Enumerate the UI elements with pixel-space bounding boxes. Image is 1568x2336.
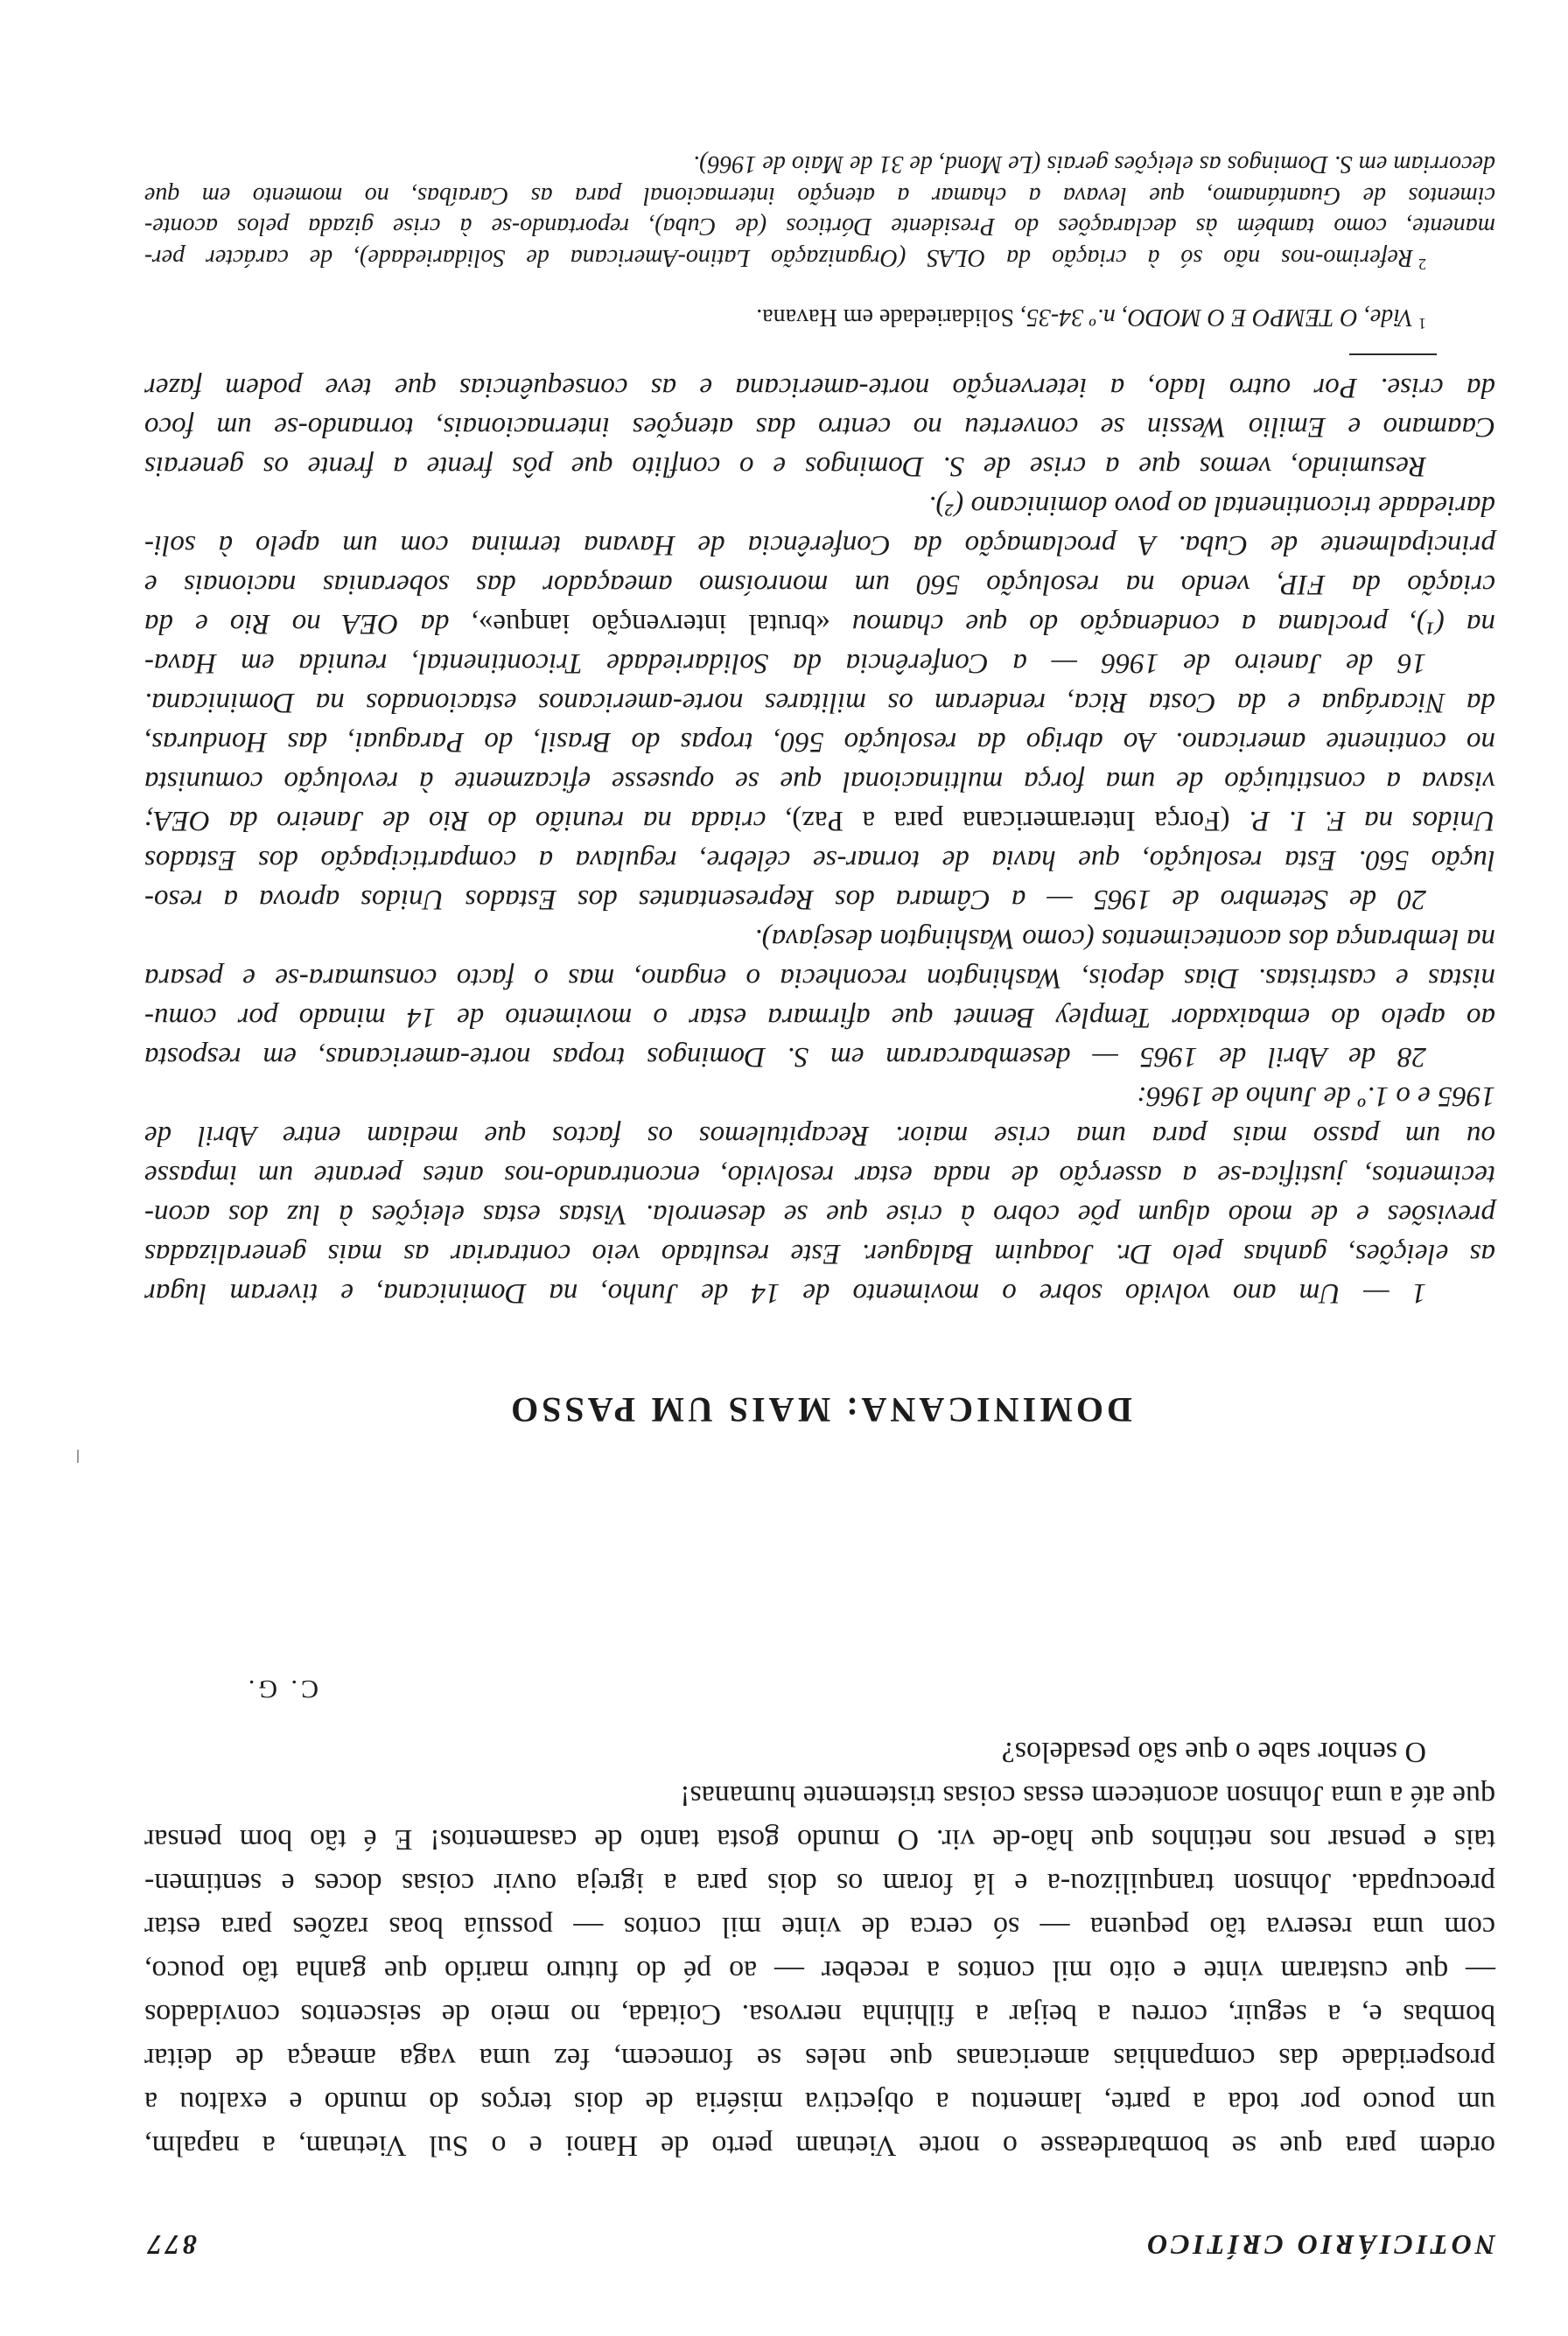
text-line: com uma reserva tão pequena — só cerca de vinte mil contos — possuía boas razões para estar: [144, 1911, 1495, 1943]
footnote-line: [144, 242, 1495, 274]
footnote-1: [144, 301, 1495, 332]
text-line: [144, 604, 1495, 643]
text-line: principalmente de Cuba. A proclamação da Conferência de Havana termina com um apelo à soli-: [144, 529, 1495, 561]
text-line: ou um passo mais para uma crise maior. Recapitulemos os factos que mediam entre Abril de: [144, 1120, 1495, 1151]
footnote-line: manente, como também às declarações do Presidente Dórticos (de Cuba), reportando-se à crise gizada pelos aconte-: [144, 213, 1495, 241]
running-title: NOTICIÁRIO CRÍTICO: [1144, 2229, 1495, 2261]
text-line: na lembrança dos acontecimentos (como Washington desejava).: [754, 923, 1495, 955]
article-body: [144, 367, 1495, 1312]
text-line: 20 de Setembro de 1965 — a Câmara dos Representantes dos Estados Unidos aprova a reso-: [144, 884, 1426, 915]
text-line: tecimentos, justifica-se a asserção de nada estar resolvido, encontrando-nos antes perante um impasse: [144, 1159, 1495, 1191]
text-segment: Unidos na F. I. P.: [1229, 805, 1495, 836]
text-line: visava a constituição de uma força multinacional que se opusesse eficazmente à revolução comunista: [144, 766, 1495, 797]
text-segment: , criada na reunião do Rio de Janeiro da OEA;: [144, 805, 793, 836]
footnote-line: [144, 301, 1495, 332]
footnote-2: [144, 149, 1495, 273]
text-line: que até a uma Johnson acontecem essas coisas tristemente humanas!: [680, 1780, 1495, 1812]
text-line: ordem para que se bombardeasse o norte Vietnam perto de Hanoi e o Sul Vietnam, a napalm,: [144, 2130, 1495, 2162]
footnote-line: decorriam em S. Domingos as eleições gerais (Le Mond, de 31 de Maio de 1966).: [693, 150, 1495, 178]
text-segment: , da OEA no Rio e da: [144, 608, 479, 640]
text-line: 28 de Abril de 1965 — desembarcaram em S. Domingos tropas norte-americanas, em resposta: [144, 1041, 1426, 1073]
text-line: preocupada. Johnson tranquilizou-a e lá foram os dois para a igreja ouvir coisas doces e sentimen-: [144, 1867, 1495, 1899]
text-line: da Nicarágua e da Costa Rica, renderam os militares norte-americanos estacionados na Dominicana.: [144, 687, 1495, 718]
text-line: previsões e de modo algum põe cobro à crise que se desenrola. Vistas estas eleições à luz dos acon-: [144, 1199, 1495, 1230]
text-line: Caamano e Emilio Wessin se converteu no centro das atenções internacionais, tornando-se um foco: [144, 411, 1495, 443]
text-line: um pouco por toda a parte, lamentou a objectiva miséria de dois terços do mundo e exaltou a: [144, 2086, 1495, 2118]
text-line: ao apelo do embaixador Templey Bennet que afirmara estar o movimento de 14 minado por comu-: [144, 1002, 1495, 1033]
author-initials: C. G.: [244, 1675, 318, 1703]
text-segment: (Força Interamericana para a Paz): [792, 805, 1230, 836]
footnote-text: Referimo-nos não só à criação da OLAS (Organização Latino-Americana de Solidariedade), de carácter per-: [144, 244, 1413, 271]
text-line: criação da FIP, vendo na resolução 560 um monroísmo ameaçador das soberanias nacionais e: [144, 569, 1495, 600]
text-line: — que custaram vinte e oito mil contos a receber — ao pé do futuro marido que ganha tão pouco,: [144, 1955, 1495, 1987]
text-line: da crise. Por outro lado, a ietervenção norte-americana e as consequências que teve podem fazer: [144, 372, 1495, 403]
text-line: 1 — Um ano volvido sobre o movimento de 14 de Junho, na Dominicana, e tiveram lugar: [144, 1277, 1426, 1309]
text-line: as eleições, ganhas pelo Dr. Joaquim Balaguer. Este resultado veio contrariar as mais generalizadas: [144, 1238, 1495, 1269]
text-line: prosperidade das companhias americanas que neles se fornecem, fez uma vaga ameaça de deitar: [144, 2042, 1495, 2074]
text-line: 1965 e o 1.º de Junho de 1966:: [1137, 1081, 1495, 1112]
text-line: no continente americano. Ao abrigo da resolução 560, tropas do Brasil, do Paraguai, das Honduras,: [144, 726, 1495, 758]
footnote-marker: 1: [1418, 315, 1426, 333]
footnote-text: Solidariedade em Havana.: [756, 304, 1014, 331]
continued-paragraph: [144, 1730, 1495, 2167]
text-line: tais e pensar nos netinhos que hão-de vir. O mundo gosta tanto de casamentos! E é tão bom pensar: [144, 1823, 1495, 1856]
text-line: [144, 801, 1495, 840]
footnote-marker: 2: [1418, 255, 1426, 274]
text-line: bombas e, a seguir, correu a beijar a filhinha nervosa. Coitada, no meio de seiscentos convidados: [144, 1998, 1495, 2031]
text-line: lução 560. Esta resolução, que havia de tornar-se célebre, regulava a comparticipação dos Estados: [144, 844, 1495, 876]
article-title: DOMINICANA: MAIS UM PASSO: [508, 1390, 1132, 1430]
text-segment: «brutal intervenção ianque»: [478, 608, 830, 640]
footnote-line: cimentos de Guantánamo, que levava a chamar a atenção internacional para as Caraíbas, no momento em que: [144, 182, 1495, 209]
text-line: Resumindo, vemos que a crise de S. Domingos e o conflito que pôs frente a frente os generais: [144, 451, 1426, 482]
footnote-separator: [1349, 353, 1437, 355]
text-line: O senhor sabe o que são pesadelos?: [1001, 1736, 1426, 1768]
scan-mark: [77, 1450, 79, 1463]
text-line: 16 de Janeiro de 1966 — a Conferência da Solidariedade Tricontinental, reunida em Hava-: [144, 647, 1426, 679]
text-segment: na (¹), proclama a condenação do que chamou: [830, 608, 1495, 640]
text-line: nistas e castristas. Dias depois, Washington reconhecia o engano, mas o facto consumara-se e pesara: [144, 962, 1495, 994]
text-line: dariedade tricontinental ao povo dominicano (²).: [928, 490, 1495, 521]
page-number: 877: [144, 2229, 197, 2261]
footnote-text: Vide, O TEMPO E O MODO, n.º 34-35,: [1019, 304, 1413, 331]
running-head: [144, 2228, 1495, 2263]
